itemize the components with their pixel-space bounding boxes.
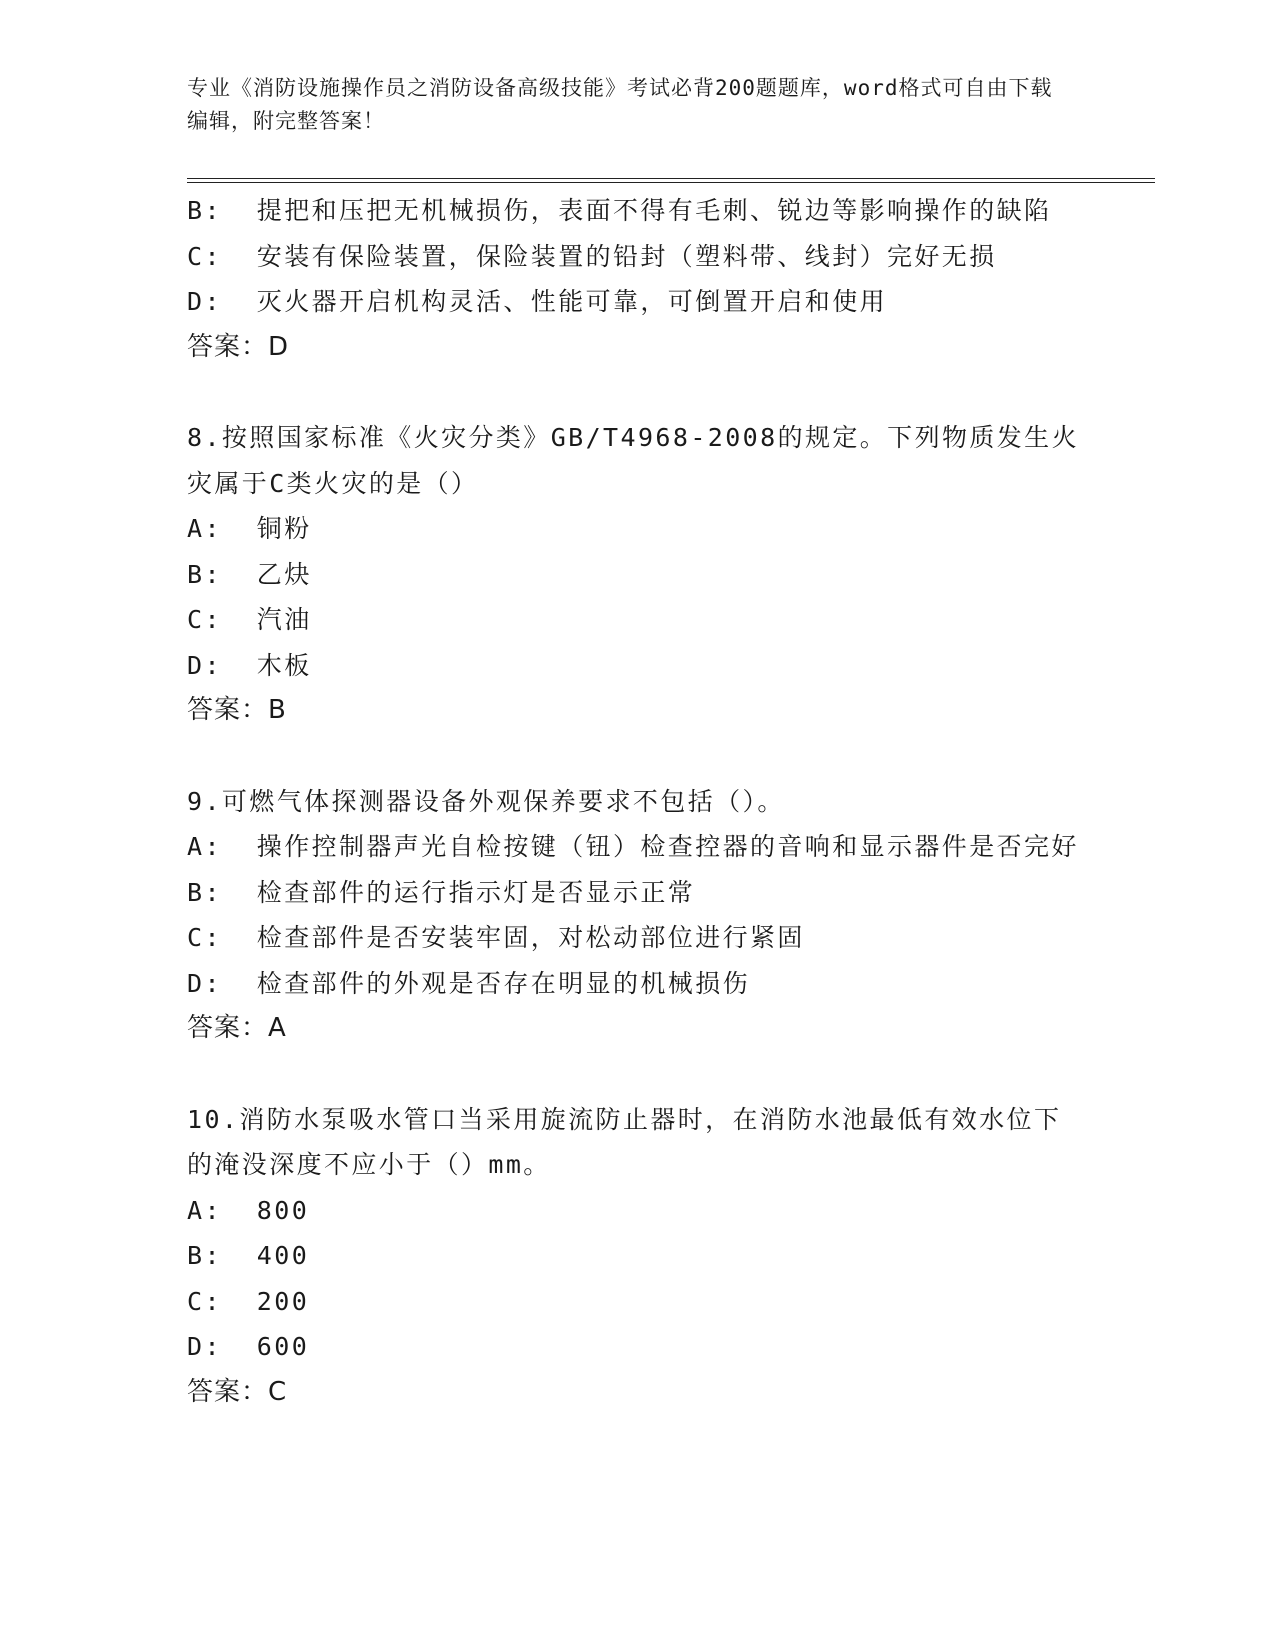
answer: 答案：D — [187, 331, 290, 362]
option-d: D: 灭火器开启机构灵活、性能可靠，可倒置开启和使用 — [187, 287, 888, 316]
option-c: C: 汽油 — [187, 605, 312, 634]
option-b: B: 检查部件的运行指示灯是否显示正常 — [187, 877, 696, 907]
question-8 — [187, 415, 1087, 734]
option-a: A: 操作控制器声光自检按键（钮）检查控器的音响和显示器件是否完好 — [187, 832, 1079, 861]
question-9 — [187, 779, 1087, 1052]
header-divider-top — [187, 178, 1155, 179]
document-header — [187, 72, 1067, 138]
question-title: 8.按照国家标准《火灾分类》GB/T4968-2008的规定。下列物质发生火灾属于C类火灾的是（） — [187, 423, 1079, 498]
answer: 答案：B — [187, 695, 287, 725]
option-b: B: 400 — [187, 1241, 310, 1270]
option-b: B: 乙炔 — [187, 559, 312, 589]
option-d: D: 木板 — [187, 650, 312, 680]
option-d: D: 检查部件的外观是否存在明显的机械损伤 — [187, 968, 751, 998]
question-10 — [187, 1097, 1087, 1416]
option-c: C: 检查部件是否安装牢固，对松动部位进行紧固 — [187, 923, 805, 952]
option-a: A: 800 — [187, 1195, 310, 1225]
question-7-continuation — [187, 188, 1087, 370]
answer: 答案：C — [187, 1376, 288, 1407]
answer: 答案：A — [187, 1013, 287, 1043]
question-title: 10.消防水泵吸水管口当采用旋流防止器时，在消防水池最低有效水位下的淹没深度不应小于（）mm。 — [187, 1104, 1062, 1179]
header-divider-bottom — [187, 182, 1155, 183]
option-c: C: 安装有保险装置，保险装置的铅封（塑料带、线封）完好无损 — [187, 241, 997, 271]
header-title: 专业《消防设施操作员之消防设备高级技能》考试必背200题题库，word格式可自由下载编辑，附完整答案！ — [187, 76, 1053, 133]
option-c: C: 200 — [187, 1286, 310, 1316]
option-a: A: 铜粉 — [187, 514, 312, 543]
option-d: D: 600 — [187, 1332, 310, 1361]
option-b: B: 提把和压把无机械损伤，表面不得有毛刺、锐边等影响操作的缺陷 — [187, 196, 1052, 225]
question-title: 9.可燃气体探测器设备外观保养要求不包括（）。 — [187, 786, 785, 816]
question-list — [187, 188, 1087, 1415]
